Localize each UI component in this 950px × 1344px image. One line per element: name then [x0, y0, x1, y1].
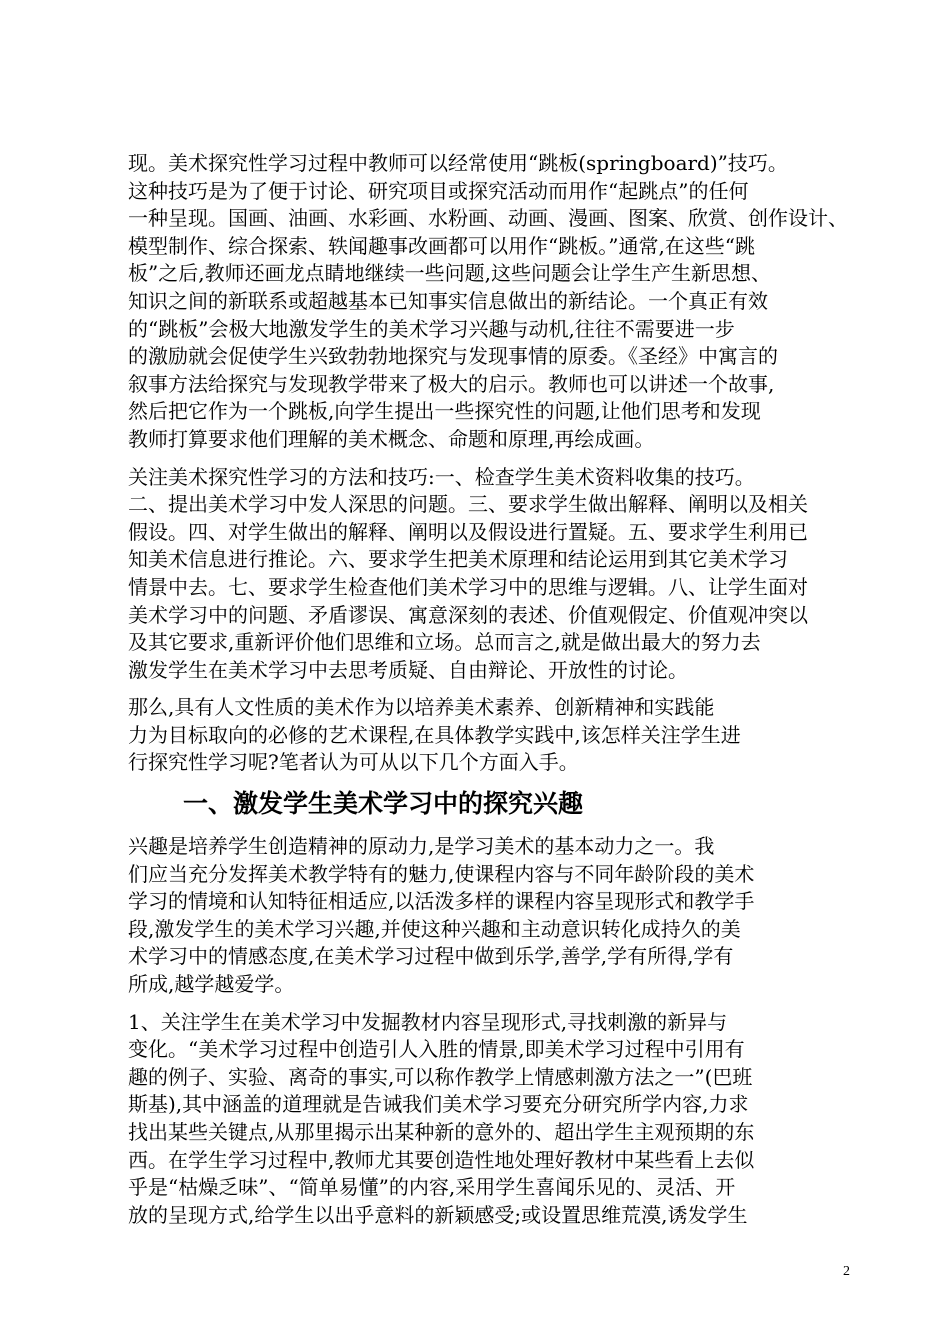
text-line: 的“跳板”会极大地激发学生的美术学习兴趣与动机,往往不需要进一步: [128, 316, 735, 341]
text-line: 美术学习中的问题、矛盾谬误、寓意深刻的表述、价值观假定、价值观冲突以: [128, 602, 808, 627]
text-line: 1、关注学生在美术学习中发掘教材内容呈现形式,寻找刺激的新异与: [128, 1009, 728, 1034]
text-line: 板”之后,教师还画龙点睛地继续一些问题,这些问题会让学生产生新思想、: [128, 261, 771, 286]
bottom-paragraphs: [128, 833, 854, 1229]
text-line: 一种呈现。国画、油画、水彩画、水粉画、动画、漫画、图案、欣赏、创作设计、: [128, 206, 848, 231]
text-line: 找出某些关键点,从那里揭示出某种新的意外的、超出学生主观预期的东: [128, 1120, 755, 1144]
text-line: 西。在学生学习过程中,教师尤其要创造性地处理好教材中某些看上去似: [128, 1147, 755, 1172]
text-line: 知美术信息进行推论。六、要求学生把美术原理和结论运用到其它美术学习: [128, 547, 788, 572]
text-line: 假设。四、对学生做出的解释、阐明以及假设进行置疑。五、要求学生利用已: [128, 519, 808, 544]
text-line: 所成,越学越爱学。: [128, 972, 295, 997]
top-paragraphs: [128, 150, 854, 777]
text-line: 激发学生在美术学习中去思考质疑、自由辩论、开放性的讨论。: [128, 657, 688, 682]
paragraph: [128, 833, 854, 999]
text-line: 教师打算要求他们理解的美术概念、命题和原理,再绘成画。: [128, 426, 655, 451]
text-line: 放的呈现方式,给学生以出乎意料的新颖感受;或设置思维荒漠,诱发学生: [128, 1202, 748, 1227]
text-line: 及其它要求,重新评价他们思维和立场。总而言之,就是做出最大的努力去: [128, 630, 761, 655]
text-line: 乎是“枯燥乏味”、“简单易懂”的内容,采用学生喜闻乐见的、灵活、开: [128, 1175, 736, 1200]
text-line: 斯基),其中涵盖的道理就是告诫我们美术学习要充分研究所学内容,力求: [128, 1092, 749, 1117]
text-line: 知识之间的新联系或超越基本已知事实信息做出的新结论。一个真正有效: [128, 288, 768, 313]
text-line: 段,激发学生的美术学习兴趣,并使这种兴趣和主动意识转化成持久的美: [128, 916, 741, 941]
text-line: 术学习中的情感态度,在美术学习过程中做到乐学,善学,学有所得,学有: [128, 944, 734, 969]
text-line: 那么,具有人文性质的美术作为以培养美术素养、创新精神和实践能: [128, 695, 715, 720]
text-line: 趣的例子、实验、离奇的事实,可以称作教学上情感刺激方法之一”(巴班: [128, 1064, 753, 1089]
paragraph: [128, 694, 854, 777]
page-body: [128, 150, 854, 1239]
paragraph: [128, 464, 854, 685]
text-line: 然后把它作为一个跳板,向学生提出一些探究性的问题,让他们思考和发现: [128, 399, 761, 424]
text-line: 兴趣是培养学生创造精神的原动力,是学习美术的基本动力之一。我: [128, 834, 715, 859]
text-line: 情景中去。七、要求学生检查他们美术学习中的思维与逻辑。八、让学生面对: [128, 574, 808, 599]
text-line: 模型制作、综合探索、轶闻趣事改画都可以用作“跳板。”通常,在这些“跳: [128, 233, 756, 258]
text-line: 的激励就会促使学生兴致勃勃地探究与发现事情的原委。《圣经》中寓言的: [128, 344, 778, 369]
text-line: 力为目标取向的必修的艺术课程,在具体教学实践中,该怎样关注学生进: [128, 722, 741, 747]
text-line: 这种技巧是为了便于讨论、研究项目或探究活动而用作“起跳点”的任何: [128, 178, 749, 203]
text-line: 行探究性学习呢?笔者认为可从以下几个方面入手。: [128, 750, 579, 775]
text-line: 叙事方法给探究与发现教学带来了极大的启示。教师也可以讲述一个故事,: [128, 371, 775, 396]
paragraph: [128, 1009, 854, 1230]
text-line: 现。美术探究性学习过程中教师可以经常使用“跳板(springboard)”技巧。: [128, 151, 788, 175]
text-line: 关注美术探究性学习的方法和技巧:一、检查学生美术资料收集的技巧。: [128, 464, 755, 489]
text-line: 二、提出美术学习中发人深思的问题。三、要求学生做出解释、阐明以及相关: [128, 492, 808, 517]
section-heading: 一、激发学生美术学习中的探究兴趣: [183, 789, 584, 819]
page-number: 2: [843, 1264, 850, 1279]
text-line: 学习的情境和认知特征相适应,以活泼多样的课程内容呈现形式和教学手: [128, 889, 755, 914]
text-line: 变化。“美术学习过程中创造引人入胜的情景,即美术学习过程中引用有: [128, 1037, 745, 1062]
text-line: 们应当充分发挥美术教学特有的魅力,使课程内容与不同年龄阶段的美术: [128, 861, 755, 886]
paragraph: [128, 150, 854, 454]
